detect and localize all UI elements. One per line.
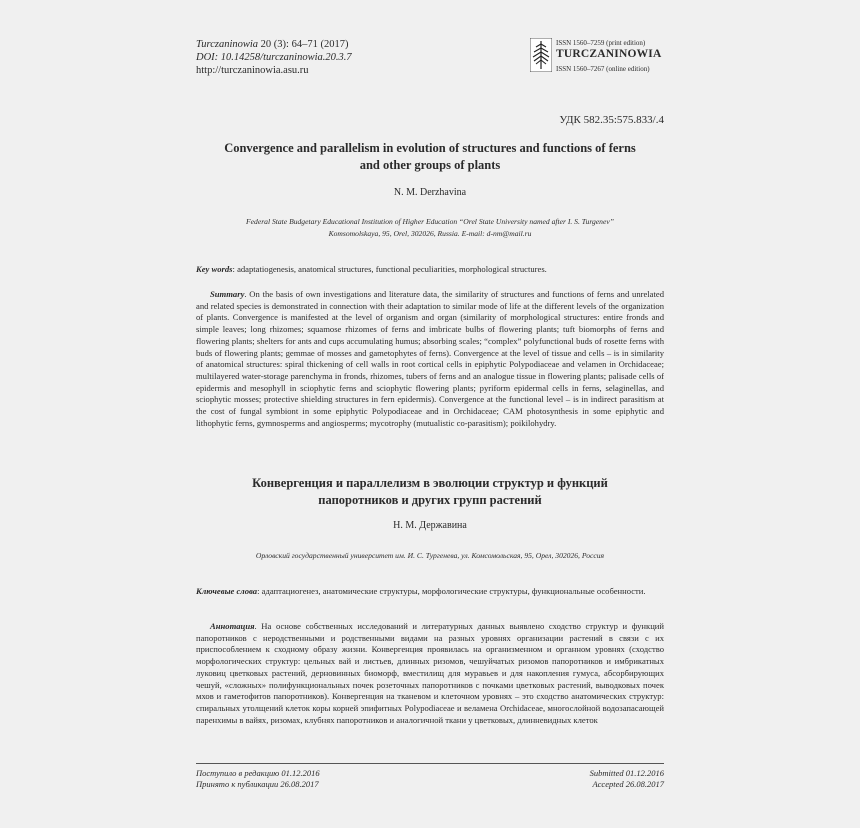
title-english (196, 140, 664, 174)
issn-online: ISSN 1560–7267 (online edition) (556, 65, 650, 73)
summary-english-text: . On the basis of own investigations and literature data, the similarity of structures and functions of ferns and unrelated and related species is demonstrated in connection with their adaptation to similar mode of life at the different levels of the organization of plants. Convergence is manifested at the level of organism and organ (similarity of morphological structures: entire fronds and simple leaves; long rhizomes; squamose rhizomes of ferns and imbricate bulbs of flowering plants; tuft biomorphs of ferns and flowering plants; shelters for ants and cups accumulating humus; absorbing scales; “complex” polyfunctional buds of rosette ferns with buds of flowering plants; gemmae of mosses and gametophytes of ferns). Convergence at the level of tissue and cells – is in similarity of anatomical structures: spiral thickening of cell walls in root cortical cells in epiphytic Polypodiaceae and velamen in Orchidaceae; multilayered water-storage parenchyma in fronds, rhizomes, tubers of ferns and an analogue tissue in flowering plants; palisade cells of epidermis and mesophyll in sciophytic ferns and sciophytic flowering plants; pyriform epidermal cells in ferns, selaginellas, and sciophytic mosses; protective shielding structures in fern epidermis). Convergence at the functional level – is in indirect parasitism at the cost of fungal symbiont in some epiphytic Polypodiaceae and in Orchidaceae; CAM photosynthesis in some epiphytic and lithophytic ferns, gymnosperms and angiosperms; mycotrophy (mutualistic co-parasitism); poikilohydry. (196, 289, 664, 428)
keywords-english-label: Key words (196, 264, 233, 274)
keywords-russian-label: Ключевые слова (196, 586, 258, 596)
affiliation-russian: Орловский государственный университет им. И. С. Тургенева, ул. Комсомольская, 95, Орел, 302026, Россия (255, 551, 605, 560)
footer-dates-russian (196, 768, 320, 790)
fern-logo-icon (530, 38, 552, 72)
affiliation-english (196, 216, 664, 240)
summary-english-label: Summary (210, 289, 245, 299)
abstract-russian-label: Аннотация (210, 621, 255, 631)
keywords-english-text: : adaptatiogenesis, anatomical structures, functional peculiarities, morphological structures. (232, 264, 547, 274)
keywords-english (196, 264, 664, 276)
title-english-line2: and other groups of plants (359, 158, 501, 172)
journal-name: Turczaninowia (196, 39, 259, 50)
keywords-russian (196, 586, 664, 598)
title-russian-line1: Конвергенция и параллелизм в эволюции структур и функций (252, 476, 608, 490)
received-date-russian: Поступило в редакцию 01.12.2016 (196, 768, 320, 778)
submitted-date-english: Submitted 01.12.2016 (589, 768, 664, 778)
footer-divider (196, 763, 664, 764)
accepted-date-english: Accepted 26.08.2017 (592, 779, 664, 789)
title-russian (196, 475, 664, 509)
footer-dates-english (590, 768, 664, 790)
abstract-russian (196, 621, 664, 726)
author-russian: Н. М. Державина (393, 520, 467, 531)
volume-pages: 20 (3): 64–71 (2017) (258, 39, 349, 50)
summary-english (196, 289, 664, 429)
journal-brand: TURCZANINOWIA (556, 48, 662, 60)
doi: DOI: 10.14258/turczaninowia.20.3.7 (196, 52, 352, 63)
journal-url[interactable]: http://turczaninowia.asu.ru (196, 65, 309, 76)
title-english-line1: Convergence and parallelism in evolution of structures and functions of ferns (224, 141, 636, 155)
author-english: N. M. Derzhavina (393, 187, 467, 198)
issn-print: ISSN 1560–7259 (print edition) (556, 39, 646, 47)
affiliation-english-line1: Federal State Budgetary Educational Institution of Higher Education “Orel State University named after I. S. Turgenev” (246, 217, 614, 226)
udk-code: УДК 582.35:575.833/.4 (559, 114, 664, 126)
keywords-russian-text: : адаптациогенез, анатомические структуры, морфологические структуры, функциональные особенности. (257, 586, 646, 596)
citation (196, 38, 352, 51)
affiliation-english-line2: Komsomolskaya, 95, Orel, 302026, Russia. E-mail: d-nm@mail.ru (328, 229, 532, 238)
abstract-russian-text: . На основе собственных исследований и литературных данных выявлено сходство структур и функций папоротников с неродственными и родственными видами на разных уровнях организации растений в связи с их приспособлением к сходному образу жизни. Конвергенция проявилась на организменном и органном уровнях (сходство морфологических структур: цельных вай и листьев, длинных ризомов, чешуйчатых ризомов папоротников и имбрикатных луковиц цветковых растений, дерновинных биоморф, вместилищ для муравьев и для накопления гумуса, абсорбирующих чешуй, «сложных» полифункциональных почек розеточных папоротников с почками цветковых растений, выводковых почек мхов и гаметофитов папоротников). Конвергенция на тканевом и клеточном уровнях – это сходство анатомических структур: спиральных утолщений клеток коры корней эпифитных Polypodiaceae и веламена Orchidaceae, многослойной водозапасающей паренхимы в вайях, ризомах, клубнях папоротников и аналогичной ткани у цветковых, длинневидных клеток (196, 621, 664, 725)
accepted-date-russian: Принято к публикации 26.08.2017 (196, 779, 319, 789)
title-russian-line2: папоротников и других групп растений (318, 493, 542, 507)
citation-block (196, 38, 352, 77)
